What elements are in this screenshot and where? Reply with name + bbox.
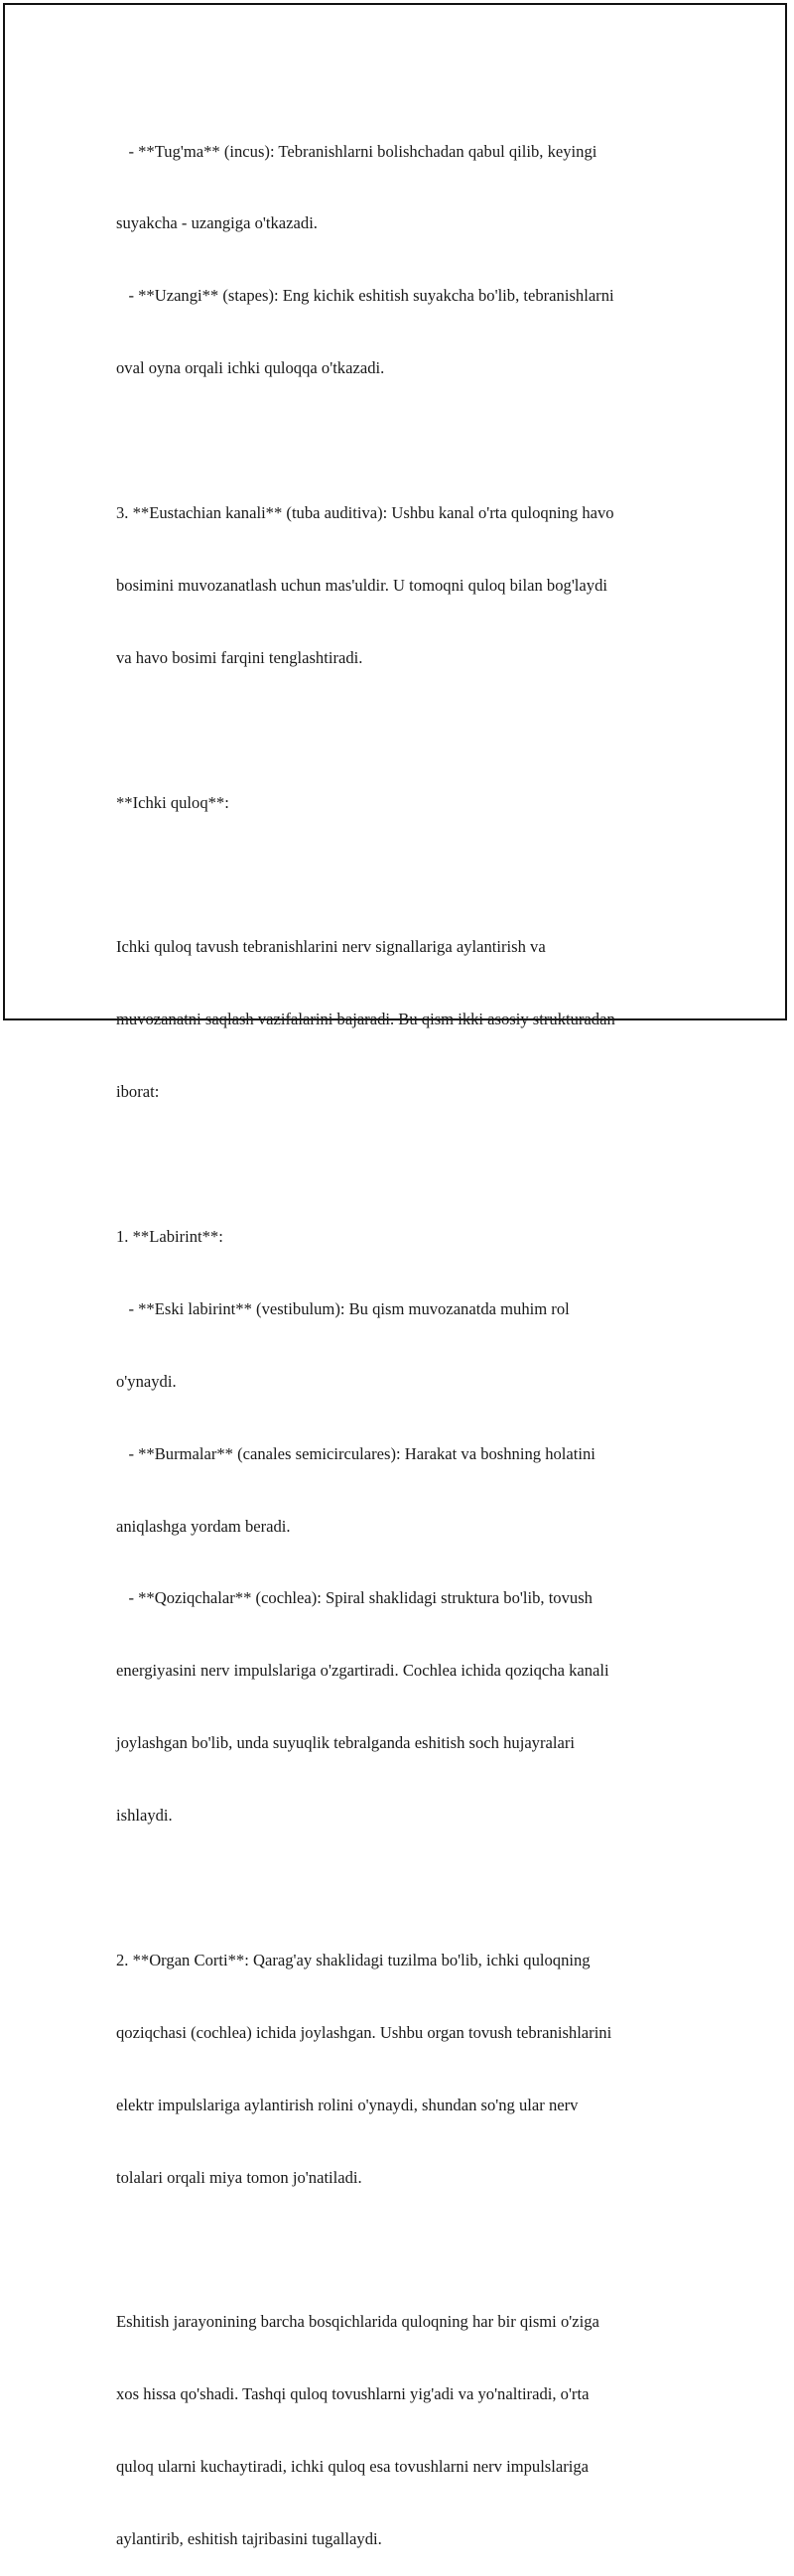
text-line: bosimini muvozanatlash uchun mas'uldir. U tomoqni quloq bilan bog'laydi — [116, 575, 607, 595]
text-line: Ichki quloq tavush tebranishlarini nerv signallariga aylantirish va — [116, 937, 546, 957]
text-line: muvozanatni saqlash vazifalarini bajaradi. Bu qism ikki asosiy strukturadan — [116, 1010, 615, 1029]
text-line: - **Eski labirint** (vestibulum): Bu qism muvozanatda muhim rol — [116, 1298, 570, 1318]
blank-line — [116, 864, 682, 887]
text-line: tolalari orqali miya tomon jo'natiladi. — [116, 2167, 362, 2187]
text-line: aylantirib, eshitish tajribasini tugallaydi. — [116, 2528, 382, 2548]
text-line: energiyasini nerv impulslariga o'zgartiradi. Cochlea ichida qoziqcha kanali — [116, 1661, 609, 1681]
text-line: oval oyna orqali ichki quloqqa o'tkazadi. — [116, 358, 385, 378]
text-line: - **Qoziqchalar** (cochlea): Spiral shaklidagi struktura bo'lib, tovush — [116, 1588, 593, 1608]
blank-line — [116, 2237, 682, 2261]
blank-line — [116, 429, 682, 453]
blank-line — [116, 1152, 682, 1176]
document-body — [116, 91, 682, 2576]
text-line: Eshitish jarayonining barcha bosqichlarida quloqning har bir qismi o'ziga — [116, 2312, 599, 2332]
text-line: elektr impulslariga aylantirish rolini o'ynaydi, shundan so'ng ular nerv — [116, 2095, 579, 2114]
text-line: - **Uzangi** (stapes): Eng kichik eshitish suyakcha bo'lib, tebranishlarni — [116, 286, 614, 306]
text-line: o'ynaydi. — [116, 1371, 177, 1391]
text-line: - **Tug'ma** (incus): Tebranishlarni bolishchadan qabul qilib, keyingi — [116, 141, 597, 161]
text-line: - **Burmalar** (canales semicirculares): Harakat va boshning holatini — [116, 1443, 596, 1463]
text-line: xos hissa qo'shadi. Tashqi quloq tovushlarni yig'adi va yo'naltiradi, o'rta — [116, 2384, 590, 2404]
text-line: ishlaydi. — [116, 1806, 173, 1826]
text-line: suyakcha - uzangiga o'tkazadi. — [116, 213, 318, 233]
section-heading: **Ichki quloq**: — [116, 792, 229, 812]
text-line: quloq ularni kuchaytiradi, ichki quloq esa tovushlarni nerv impulslariga — [116, 2457, 590, 2477]
text-line: joylashgan bo'lib, unda suyuqlik tebralganda eshitish soch hujayralari — [116, 1733, 575, 1753]
text-line: 2. **Organ Corti**: Qarag'ay shaklidagi tuzilma bo'lib, ichki quloqning — [116, 1950, 591, 1969]
text-line: aniqlashga yordam beradi. — [116, 1516, 291, 1536]
blank-line — [116, 1876, 682, 1900]
blank-line — [116, 719, 682, 743]
text-line: qoziqchasi (cochlea) ichida joylashgan. Ushbu organ tovush tebranishlarini — [116, 2022, 612, 2042]
text-line: 1. **Labirint**: — [116, 1226, 223, 1246]
text-line: va havo bosimi farqini tenglashtiradi. — [116, 647, 363, 667]
text-line: iborat: — [116, 1082, 160, 1102]
text-line: 3. **Eustachian kanali** (tuba auditiva): Ushbu kanal o'rta quloqning havo — [116, 503, 614, 523]
